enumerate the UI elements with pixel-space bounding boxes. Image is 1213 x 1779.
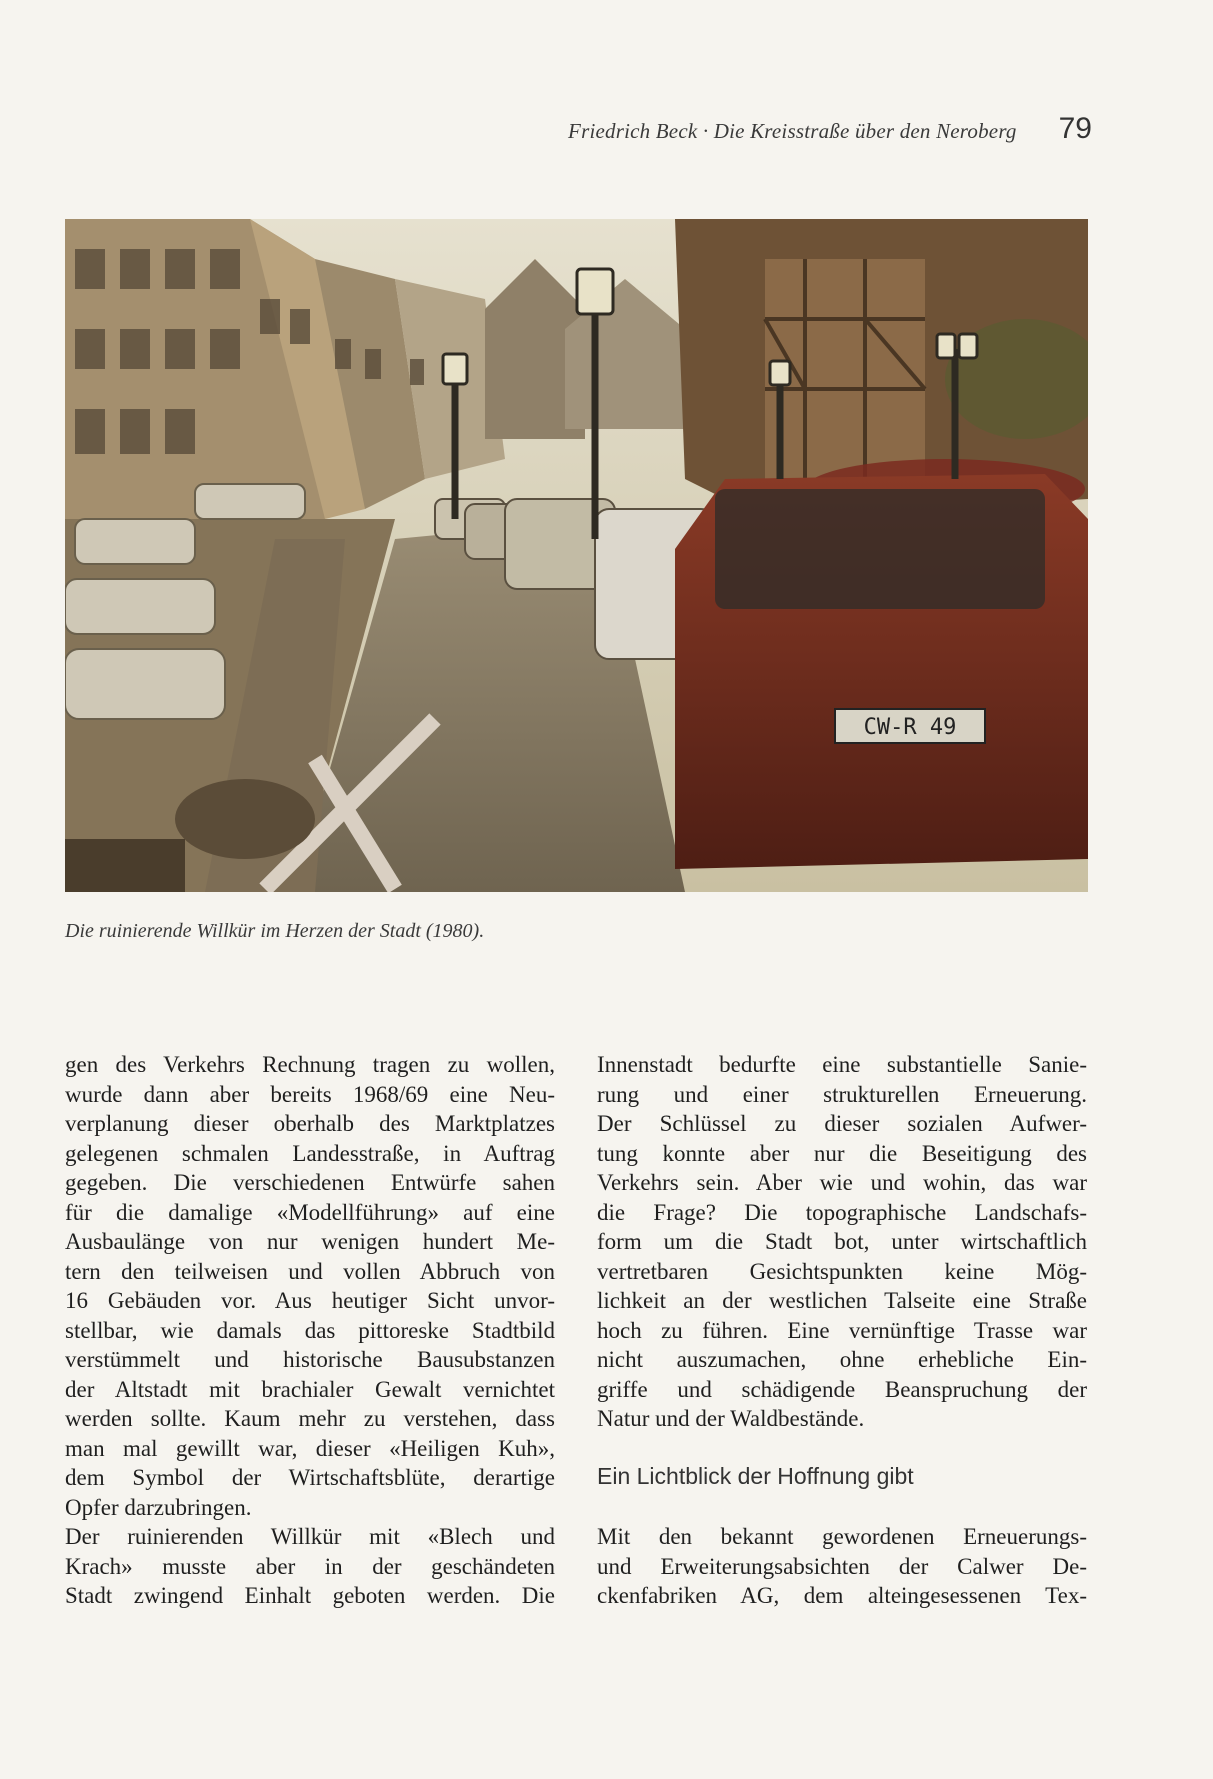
- license-plate-text: CW-R 49: [863, 715, 957, 740]
- running-title: Friedrich Beck · Die Kreisstraße über den Neroberg: [568, 119, 1017, 143]
- text-line: die Frage? Die topographische Landschafs-: [597, 1199, 1087, 1225]
- text-line: Stadt zwingend Einhalt geboten werden. Die: [65, 1583, 555, 1608]
- text-line: werden sollte. Kaum mehr zu verstehen, dass: [65, 1406, 555, 1431]
- text-line: nicht auszumachen, ohne erhebliche Ein-: [597, 1347, 1087, 1372]
- text-line: für die damalige «Modellführung» auf eine: [65, 1199, 555, 1225]
- text-line: gen des Verkehrs Rechnung tragen zu wollen,: [65, 1052, 555, 1077]
- text-line: stellbar, wie damals das pittoreske Stadtbild: [65, 1317, 555, 1343]
- running-header: [480, 112, 1092, 146]
- text-line: ckenfabriken AG, dem alteingesessenen Tex-: [597, 1583, 1087, 1608]
- text-line: gegeben. Die verschiedenen Entwürfe sahen: [65, 1170, 555, 1195]
- text-line: wurde dann aber bereits 1968/69 eine Neu-: [65, 1081, 555, 1107]
- text-line: Ausbaulänge von nur wenigen hundert Me-: [65, 1229, 555, 1254]
- text-line: tern den teilweisen und vollen Abbruch von: [65, 1258, 555, 1284]
- text-line: gelegenen schmalen Landesstraße, in Auftrag: [65, 1140, 555, 1166]
- text-line: dem Symbol der Wirtschaftsblüte, derartige: [65, 1465, 555, 1490]
- text-line: verstümmelt und historische Bausubstanzen: [65, 1347, 555, 1372]
- text-line: tung konnte aber nur die Beseitigung des: [597, 1140, 1087, 1166]
- text-line: Opfer darzubringen.: [65, 1494, 252, 1520]
- text-line: Natur und der Waldbestände.: [597, 1406, 865, 1431]
- text-line: der Altstadt mit brachialer Gewalt vernichtet: [65, 1376, 555, 1402]
- text-line: verplanung dieser oberhalb des Marktplatzes: [65, 1111, 555, 1136]
- text-line: Der Schlüssel zu dieser sozialen Aufwer-: [597, 1111, 1087, 1136]
- text-line: lichkeit an der westlichen Talseite eine Straße: [597, 1288, 1087, 1313]
- text-line: rung und einer strukturellen Erneuerung.: [597, 1081, 1087, 1107]
- text-line: Verkehrs sein. Aber wie und wohin, das war: [597, 1170, 1087, 1195]
- street-photo-illustration: [65, 219, 1088, 892]
- right-paragraph-2: [597, 1522, 1087, 1611]
- text-line: Innenstadt bedurfte eine substantielle Sanie-: [597, 1052, 1087, 1077]
- text-line: und Erweiterungsabsichten der Calwer De-: [597, 1553, 1087, 1579]
- left-text-column: [65, 1050, 555, 1611]
- page-number: 79: [1058, 112, 1092, 145]
- text-line: form um die Stadt bot, unter wirtschaftlich: [597, 1229, 1087, 1254]
- street-photo: [65, 219, 1088, 892]
- text-line: griffe und schädigende Beanspruchung der: [597, 1376, 1087, 1402]
- text-line: Krach» musste aber in der geschändeten: [65, 1553, 555, 1579]
- text-line: man mal gewillt war, dieser «Heiligen Kuh»,: [65, 1435, 555, 1461]
- text-line: 16 Gebäuden vor. Aus heutiger Sicht unvor-: [65, 1288, 555, 1313]
- right-text-column: [597, 1050, 1087, 1611]
- text-line: vertretbaren Gesichtspunkten keine Mög-: [597, 1258, 1087, 1284]
- text-line: hoch zu führen. Eine vernünftige Trasse war: [597, 1317, 1087, 1343]
- text-line: Der ruinierenden Willkür mit «Blech und: [65, 1524, 555, 1549]
- figure-caption: Die ruinierende Willkür im Herzen der Stadt (1980).: [65, 920, 485, 942]
- right-paragraph-1: [597, 1050, 1087, 1434]
- section-subheading: Ein Lichtblick der Hoffnung gibt: [597, 1462, 914, 1489]
- text-line: Mit den bekannt gewordenen Erneuerungs-: [597, 1524, 1087, 1549]
